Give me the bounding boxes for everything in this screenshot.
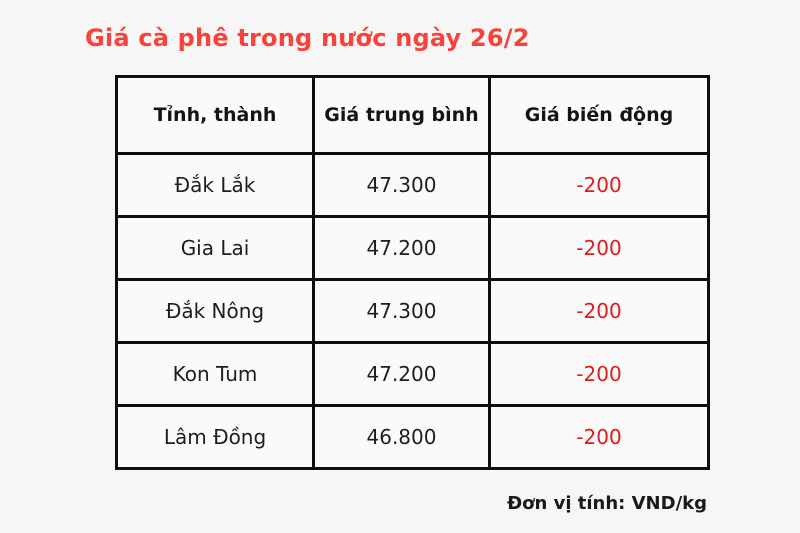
province-cell: Đắk Lắk [117,154,314,217]
province-cell: Lâm Đồng [117,406,314,469]
table-header-row [117,77,709,154]
average-price-cell: 46.800 [314,406,490,469]
price-change-cell: -200 [490,280,709,343]
coffee-price-table [115,75,710,470]
table-row [117,217,709,280]
price-change-cell: -200 [490,406,709,469]
page-title: Giá cà phê trong nước ngày 26/2 [85,24,530,52]
unit-note: Đơn vị tính: VND/kg [507,493,707,514]
average-price-cell: 47.200 [314,343,490,406]
province-cell: Kon Tum [117,343,314,406]
table-row [117,406,709,469]
header-province: Tỉnh, thành [117,77,314,154]
header-average-price: Giá trung bình [314,77,490,154]
price-change-cell: -200 [490,154,709,217]
province-cell: Đắk Nông [117,280,314,343]
table-row [117,154,709,217]
average-price-cell: 47.200 [314,217,490,280]
header-price-change: Giá biến động [490,77,709,154]
average-price-cell: 47.300 [314,280,490,343]
price-change-cell: -200 [490,343,709,406]
table-row [117,343,709,406]
average-price-cell: 47.300 [314,154,490,217]
table-row [117,280,709,343]
province-cell: Gia Lai [117,217,314,280]
price-change-cell: -200 [490,217,709,280]
